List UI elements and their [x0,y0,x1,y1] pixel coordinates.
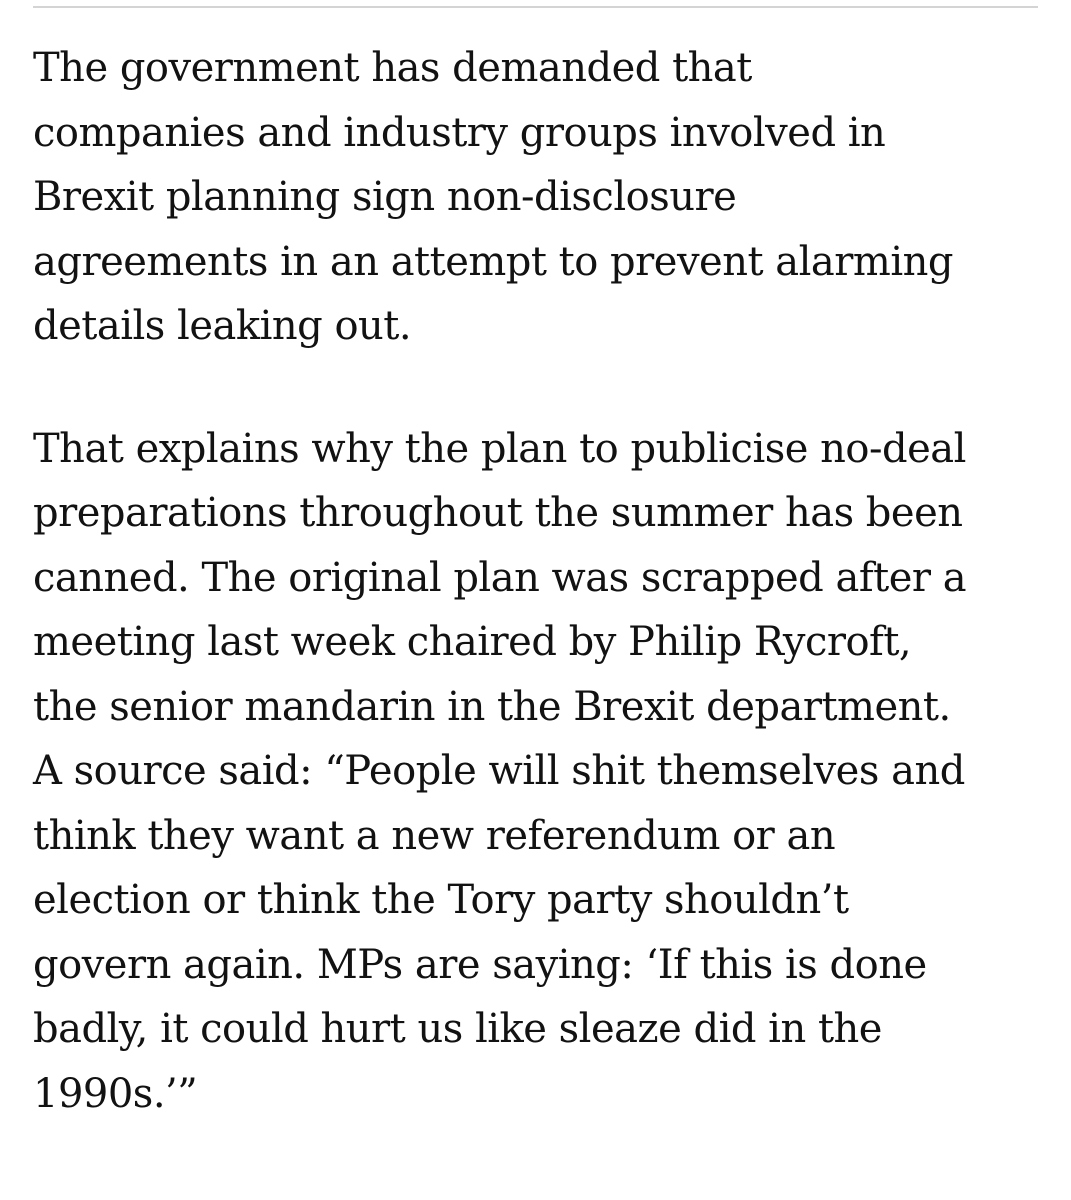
paragraph-line: canned. The original plan was scrapped after a [33,554,967,601]
paragraph-line: The government has demanded that [33,45,752,91]
paragraph-line: A source said: “People will shit themselves and [33,748,965,794]
paragraph-line: agreements in an attempt to prevent alarming [33,238,953,285]
article-body [33,36,1063,1184]
paragraph-1 [33,36,1063,359]
paragraph-line: companies and industry groups involved in [33,109,886,156]
paragraph-line: preparations throughout the summer has been [33,490,963,536]
paragraph-line: the senior mandarin in the Brexit department. [33,683,951,730]
paragraph-line: badly, it could hurt us like sleaze did in the [33,1006,882,1052]
top-divider [33,6,1038,8]
paragraph-line: govern again. MPs are saying: ‘If this is done [33,941,927,988]
paragraph-2 [33,417,1063,1127]
paragraph-line: 1990s.’” [33,1070,198,1117]
paragraph-line: meeting last week chaired by Philip Rycroft, [33,619,912,665]
paragraph-line: That explains why the plan to publicise no-deal [33,425,966,472]
paragraph-line: think they want a new referendum or an [33,812,836,859]
paragraph-line: Brexit planning sign non-disclosure [33,174,737,220]
paragraph-line: details leaking out. [33,303,412,349]
paragraph-line: election or think the Tory party shouldn’t [33,877,849,923]
